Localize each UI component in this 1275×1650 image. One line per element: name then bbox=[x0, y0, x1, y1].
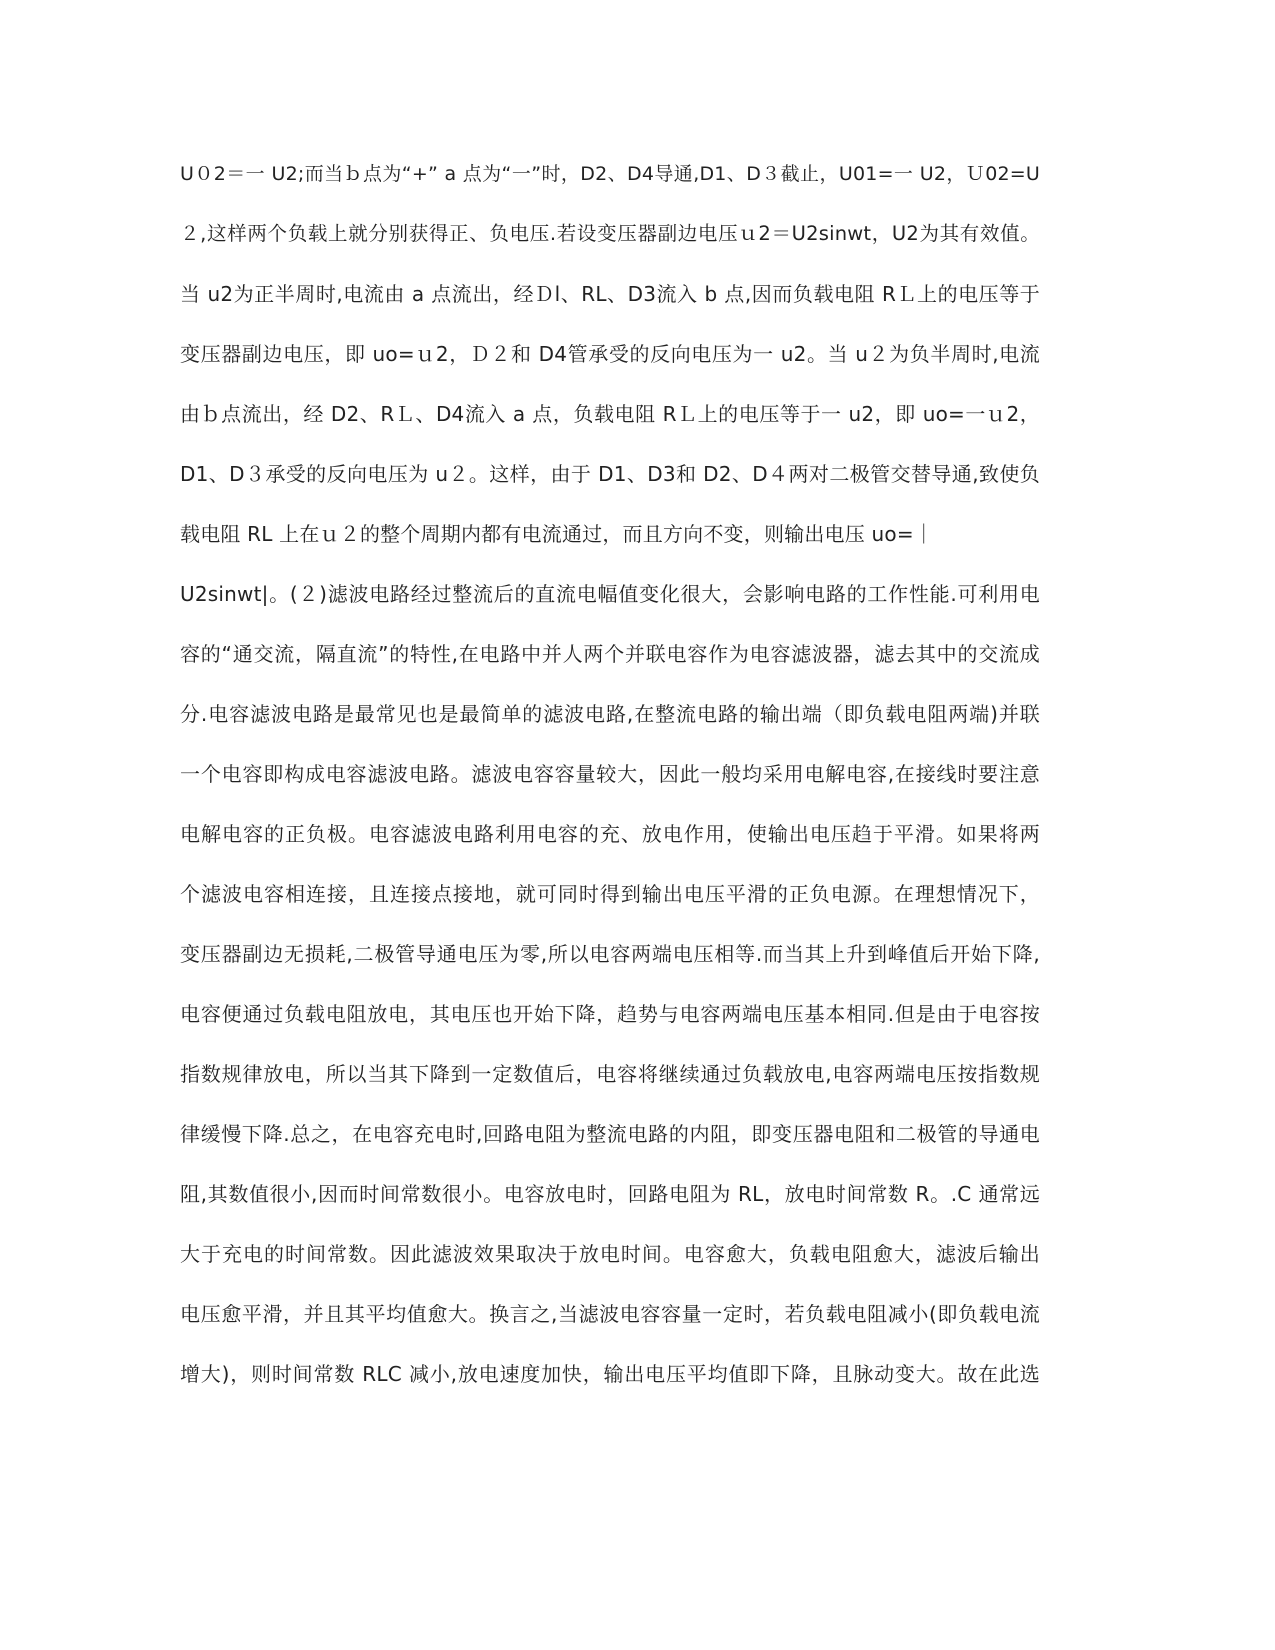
text-line: 载电阻 RL 上在ｕ２的整个周期内都有电流通过，而且方向不变，则输出电压 uo=｜ bbox=[180, 522, 934, 546]
text-line: 电解电容的正负极。电容滤波电路利用电容的充、放电作用，使输出电压趋于平滑。如果将两 bbox=[180, 822, 1040, 846]
text-line: 当 u2为正半周时,电流由 a 点流出，经Ｄl、RL、D3流入 b 点,因而负载电阻 RＬ上的电压等于 bbox=[180, 282, 1040, 306]
text-line: 变压器副边无损耗,二极管导通电压为零,所以电容两端电压相等.而当其上升到峰值后开始下降, bbox=[180, 942, 1040, 966]
text-line: 电容便通过负载电阻放电，其电压也开始下降，趋势与电容两端电压基本相同.但是由于电容按 bbox=[180, 1002, 1040, 1026]
text-line: 个滤波电容相连接，且连接点接地，就可同时得到输出电压平滑的正负电源。在理想情况下， bbox=[180, 882, 1040, 906]
text-line: 由ｂ点流出，经 D2、RＬ、D4流入 a 点，负载电阻 RＬ上的电压等于一 u2，即 uo=一ｕ2， bbox=[180, 402, 1040, 426]
text-line: 指数规律放电，所以当其下降到一定数值后，电容将继续通过负载放电,电容两端电压按指数规 bbox=[180, 1062, 1040, 1086]
text-line: 电压愈平滑，并且其平均值愈大。换言之,当滤波电容容量一定时，若负载电阻减小(即负载电流 bbox=[180, 1302, 1040, 1326]
text-line: 阻,其数值很小,因而时间常数很小。电容放电时，回路电阻为 RL，放电时间常数 R。.C 通常远 bbox=[180, 1182, 1040, 1206]
body-text bbox=[180, 158, 1040, 1418]
text-line: 一个电容即构成电容滤波电路。滤波电容容量较大，因此一般均采用电解电容,在接线时要注意 bbox=[180, 762, 1040, 786]
text-line: 分.电容滤波电路是最常见也是最简单的滤波电路,在整流电路的输出端（即负载电阻两端)并联 bbox=[180, 702, 1040, 726]
text-line: 变压器副边电压，即 uo=ｕ2，Ｄ２和 D4管承受的反向电压为一 u2。当 u２为负半周时,电流 bbox=[180, 342, 1040, 366]
text-line: 增大)，则时间常数 RLC 减小,放电速度加快，输出电压平均值即下降，且脉动变大。故在此选 bbox=[180, 1362, 1040, 1386]
text-line: U０2＝一 U2;而当ｂ点为“+” a 点为“一”时，D2、D4导通,D1、D３截止，U01=一 U2，Ｕ02=U bbox=[180, 163, 1040, 185]
text-line: 律缓慢下降.总之，在电容充电时,回路电阻为整流电路的内阻，即变压器电阻和二极管的导通电 bbox=[180, 1122, 1040, 1146]
text-line: D1、D３承受的反向电压为 u２。这样，由于 D1、D3和 D2、D４两对二极管交替导通,致使负 bbox=[180, 462, 1040, 486]
text-line: 容的“通交流，隔直流”的特性,在电路中并人两个并联电容作为电容滤波器，滤去其中的交流成 bbox=[180, 642, 1040, 666]
text-line: U2sinwt|。(２)滤波电路经过整流后的直流电幅值变化很大，会影响电路的工作性能.可利用电 bbox=[180, 582, 1040, 606]
text-line: ２,这样两个负载上就分别获得正、负电压.若设变压器副边电压ｕ2＝U2sinwt，U2为其有效值。 bbox=[180, 222, 1040, 245]
text-line: 大于充电的时间常数。因此滤波效果取决于放电时间。电容愈大，负载电阻愈大，滤波后输出 bbox=[180, 1242, 1040, 1266]
